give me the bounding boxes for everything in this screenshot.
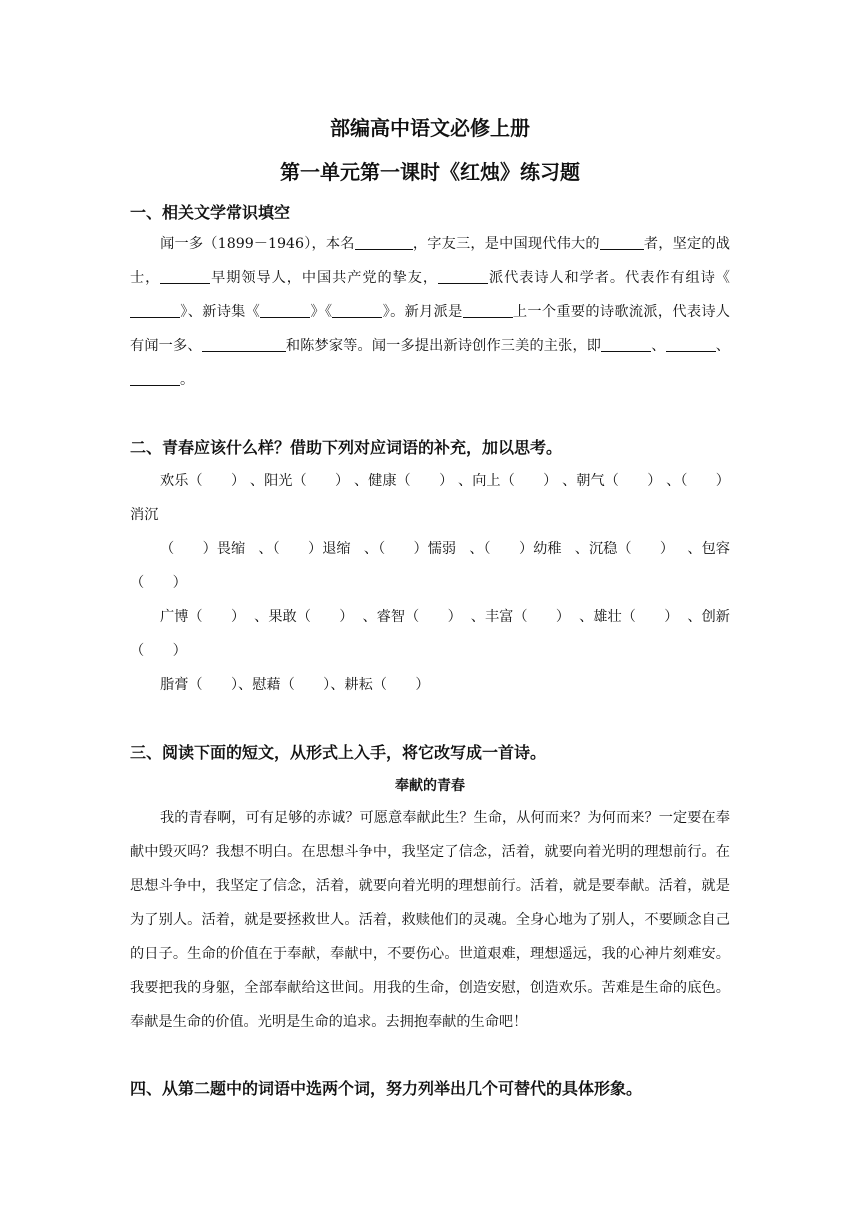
section-4-heading: 四、从第二题中的词语中选两个词，努力列举出几个可替代的具体形象。 — [130, 1079, 643, 1098]
fill-blank[interactable] — [666, 335, 716, 352]
fill-blank[interactable] — [600, 233, 644, 250]
passage-title: 奉献的青春 — [395, 778, 465, 794]
section-1-paragraph: 闻一多（1899－1946），本名 ，字友三，是中国现代伟大的 者，坚定的战士， 早期领导人，中国共产党的挚友， 派代表诗人和学者。代表作有组诗《》、新诗集《 》《 》。新月派是 上一个重要的诗歌流派，代表诗人有闻一多、 和陈梦家等。闻一多提出新诗创作三美的主张，即 、 、。 — [130, 227, 730, 397]
fill-blank[interactable] — [260, 301, 310, 318]
section-3-heading: 三、阅读下面的短文，从形式上入手，将它改写成一首诗。 — [130, 743, 547, 762]
section-2-heading: 二、青春应该什么样？借助下列对应词语的补充，加以思考。 — [130, 438, 563, 457]
word-row-continued: 消沉 — [130, 507, 159, 523]
reading-passage: 我的青春啊，可有足够的赤诚？可愿意奉献此生？生命，从何而来？为何而来？一定要在奉献中毁灭吗？我想不明白。在思想斗争中，我坚定了信念，活着，就要向着光明的理想前行。在思想斗争中，我坚定了信念，活着，就要向着光明的理想前行。活着，就是要奉献。活着，就是为了别人。活着，就是要拯救世人。活着，救赎他们的灵魂。全身心地为了别人，不要顾念自己的日子。生命的价值在于奉献，奉献中，不要伤心。世道艰难，理想遥远，我的心神片刻难安。我要把我的身躯，全部奉献给这世间。用我的生命，创造安慰，创造欢乐。苦难是生命的底色。奉献是生命的价值。光明是生命的追求。去拥抱奉献的生命吧！ — [130, 810, 730, 1030]
word-row-continued: （ ） — [130, 575, 187, 591]
fill-blank[interactable] — [332, 301, 382, 318]
word-row: （ ）畏缩 、（ ）退缩 、（ ）懦弱 、（ ）幼稚 、沉稳（ ） 、包容 — [160, 541, 730, 557]
fill-blank[interactable] — [160, 267, 210, 284]
fill-blank[interactable] — [130, 301, 180, 318]
word-row: 脂膏（ ）、慰藉（ ）、耕耘（ ） — [160, 677, 430, 693]
fill-blank[interactable] — [601, 335, 651, 352]
fill-blank[interactable] — [355, 233, 413, 250]
section-1-heading: 一、相关文学常识填空 — [130, 203, 291, 222]
word-row-continued: （ ） — [130, 643, 187, 659]
fill-blank[interactable] — [438, 267, 488, 284]
fill-blank[interactable] — [202, 335, 286, 352]
fill-blank[interactable] — [463, 301, 513, 318]
word-row: 欢乐（ ） 、阳光（ ） 、健康（ ） 、向上（ ） 、朝气（ ） 、（ ） — [160, 473, 730, 489]
fill-blank[interactable] — [130, 369, 180, 386]
word-row: 广博（ ） 、果敢（ ） 、睿智（ ） 、丰富（ ） 、雄壮（ ） 、创新 — [160, 609, 730, 625]
document-subtitle: 第一单元第一课时《红烛》练习题 — [280, 160, 580, 184]
word-list — [130, 464, 730, 702]
document-title: 部编高中语文必修上册 — [330, 116, 530, 140]
